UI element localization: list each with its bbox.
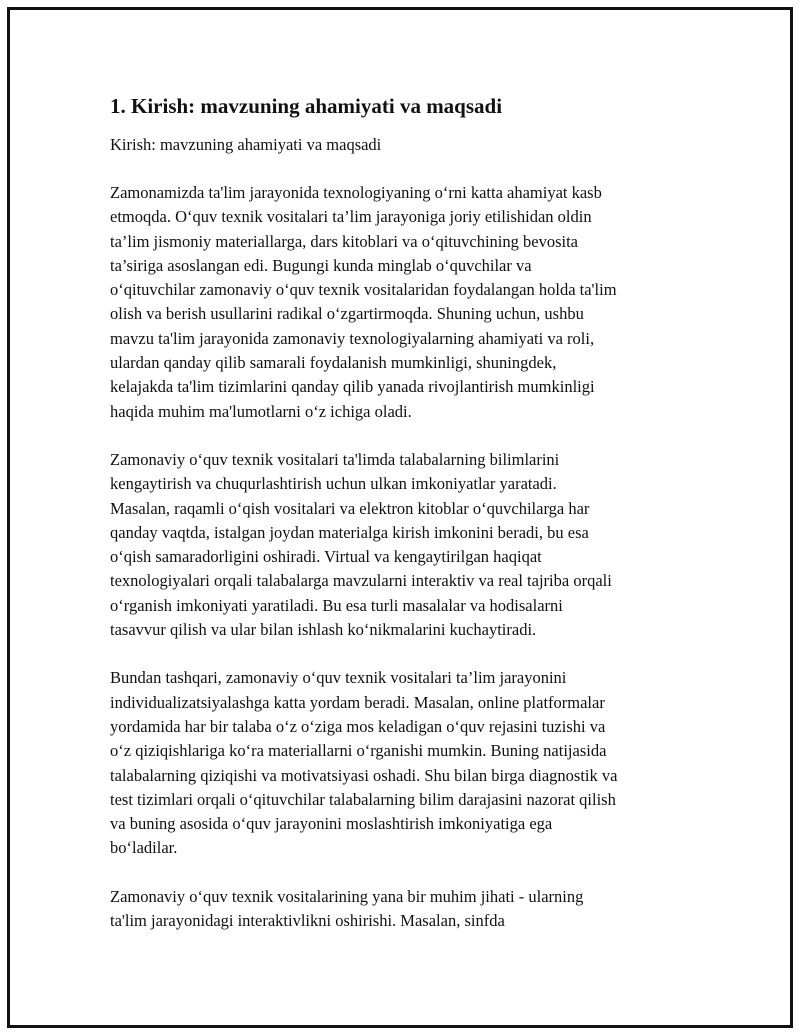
text-line: o‘z qiziqishlariga ko‘ra materiallarni o‘rganishi mumkin. Buning natijasida bbox=[110, 741, 607, 761]
paragraph-3 bbox=[110, 666, 700, 860]
text-line: test tizimlari orqali o‘qituvchilar talabalarning bilim darajasini nazorat qilish bbox=[110, 789, 616, 809]
document-body bbox=[110, 92, 700, 957]
text-line: haqida muhim ma'lumotlarni o‘z ichiga oladi. bbox=[110, 401, 412, 421]
text-line: o‘qituvchilar zamonaviy o‘quv texnik vositalaridan foydalangan holda ta'lim bbox=[110, 280, 617, 300]
text-line: ulardan qanday qilib samarali foydalanish mumkinligi, shuningdek, bbox=[110, 353, 557, 373]
text-line: qanday vaqtda, istalgan joydan materialga kirish imkonini beradi, bu esa bbox=[110, 522, 589, 542]
text-line: yordamida har bir talaba o‘z o‘ziga mos keladigan o‘quv rejasini tuzishi va bbox=[110, 716, 606, 736]
text-line: bo‘ladilar. bbox=[110, 838, 178, 858]
paragraph-1 bbox=[110, 181, 700, 424]
section-subheading: Kirish: mavzuning ahamiyati va maqsadi bbox=[110, 135, 382, 154]
text-line: Bundan tashqari, zamonaviy o‘quv texnik vositalari ta’lim jarayonini bbox=[110, 668, 567, 688]
text-line: tasavvur qilish va ular bilan ishlash ko‘nikmalarini kuchaytiradi. bbox=[110, 620, 537, 640]
text-line: Masalan, raqamli o‘qish vositalari va elektron kitoblar o‘quvchilarga har bbox=[110, 498, 590, 518]
section-heading: 1. Kirish: mavzuning ahamiyati va maqsadi bbox=[110, 94, 503, 118]
text-line: va buning asosida o‘quv jarayonini moslashtirish imkoniyatiga ega bbox=[110, 814, 553, 834]
text-line: Zamonamizda ta'lim jarayonida texnologiyaning o‘rni katta ahamiyat kasb bbox=[110, 183, 602, 202]
text-line: ta’lim jismoniy materiallarga, dars kitoblari va o‘qituvchining bevosita bbox=[110, 231, 579, 251]
text-line: Zamonaviy o‘quv texnik vositalarining yana bir muhim jihati - ularning bbox=[110, 886, 584, 906]
text-line: kelajakda ta'lim tizimlarini qanday qilib yanada rivojlantirish mumkinligi bbox=[110, 377, 595, 397]
text-line: olish va berish usullarini radikal o‘zgartirmoqda. Shuning uchun, ushbu bbox=[110, 304, 584, 324]
text-line: kengaytirish va chuqurlashtirish uchun ulkan imkoniyatlar yaratadi. bbox=[110, 474, 557, 494]
paragraph-2 bbox=[110, 448, 700, 642]
text-line: mavzu ta'lim jarayonida zamonaviy texnologiyalarning ahamiyati va roli, bbox=[110, 328, 595, 348]
text-line: o‘rganish imkoniyati yaratiladi. Bu esa turli masalalar va hodisalarni bbox=[110, 595, 563, 615]
paragraph-4 bbox=[110, 885, 700, 934]
text-line: texnologiyalari orqali talabalarga mavzularni interaktiv va real tajriba orqali bbox=[110, 571, 612, 591]
text-line: etmoqda. O‘quv texnik vositalari ta’lim jarayoniga joriy etilishidan oldin bbox=[110, 207, 592, 227]
text-line: Zamonaviy o‘quv texnik vositalari ta'limda talabalarning bilimlarini bbox=[110, 449, 560, 469]
text-line: ta'lim jarayonidagi interaktivlikni oshirishi. Masalan, sinfda bbox=[110, 911, 505, 931]
text-line: o‘qish samaradorligini oshiradi. Virtual va kengaytirilgan haqiqat bbox=[110, 547, 542, 567]
text-line: talabalarning qiziqishi va motivatsiyasi oshadi. Shu bilan birga diagnostik va bbox=[110, 765, 618, 785]
text-line: ta’siriga asoslangan edi. Bugungi kunda minglab o‘quvchilar va bbox=[110, 255, 532, 275]
text-line: individualizatsiyalashga katta yordam beradi. Masalan, online platformalar bbox=[110, 692, 605, 712]
